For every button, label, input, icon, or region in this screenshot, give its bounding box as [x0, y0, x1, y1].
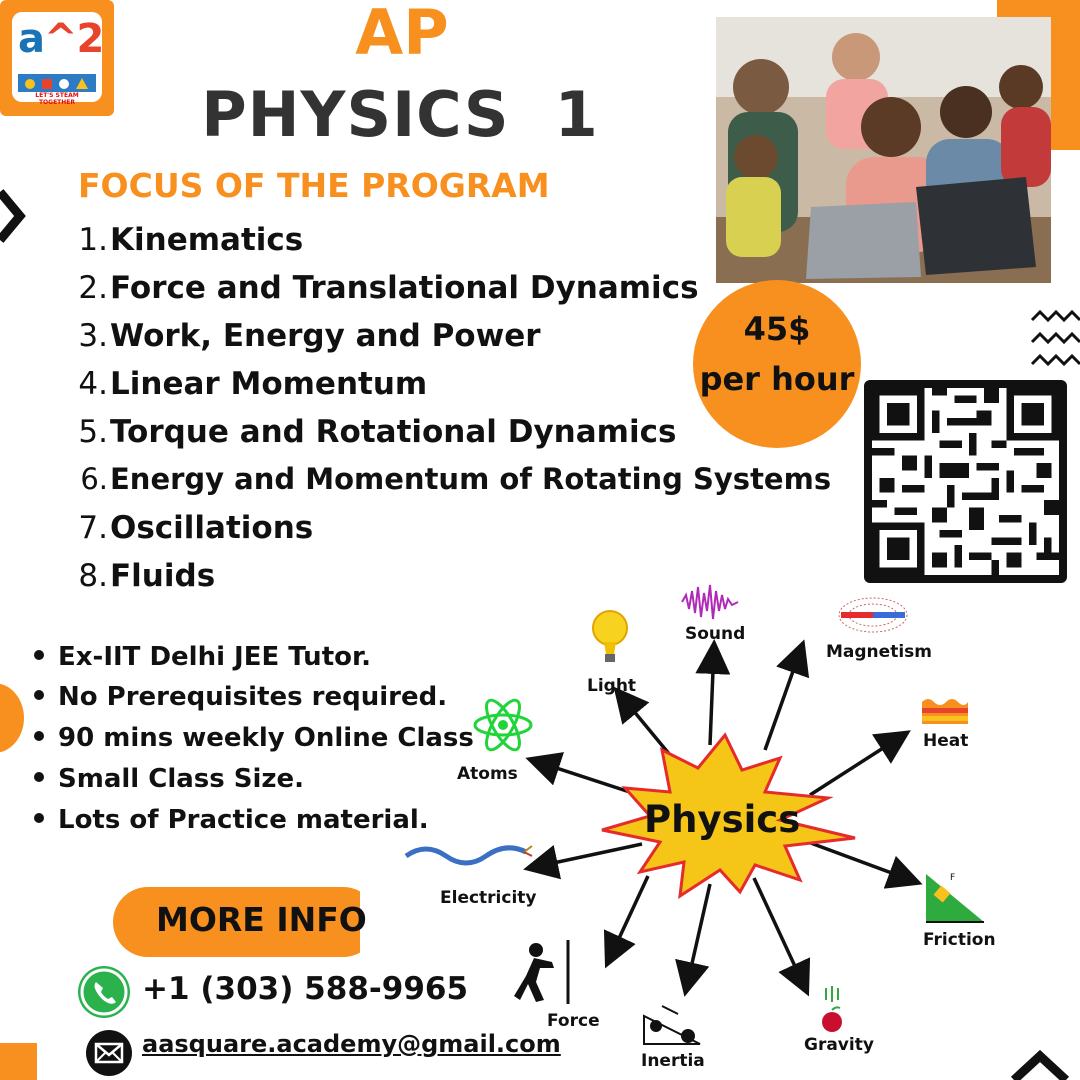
topic-number: 8. [78, 558, 108, 594]
node-atoms: Atoms [457, 764, 518, 784]
logo-tagline: LET'S STEAM TOGETHER [35, 92, 79, 106]
feature-text: Ex-IIT Delhi JEE Tutor. [58, 642, 371, 672]
wire-icon [404, 842, 534, 872]
bulb-icon [590, 608, 630, 668]
logo-icon [0, 0, 114, 116]
topic-number: 2. [78, 270, 108, 306]
topic-number: 7. [78, 510, 108, 546]
topic-label: Energy and Momentum of Rotating Systems [110, 462, 832, 496]
price-badge [693, 280, 861, 448]
feature-text: Small Class Size. [58, 764, 305, 794]
feature-item [34, 764, 304, 794]
rolling-ball-icon [642, 1000, 702, 1046]
topic-number: 1. [78, 222, 108, 258]
phone-icon[interactable] [78, 966, 130, 1018]
logo-main: a [18, 16, 44, 62]
chevron-right-icon [0, 188, 26, 244]
magnet-icon [835, 594, 911, 636]
topic-item [70, 414, 676, 450]
more-info-label[interactable]: MORE INFO [156, 900, 367, 939]
topic-label: Linear Momentum [110, 366, 428, 402]
topic-item [70, 366, 427, 402]
node-gravity: Gravity [804, 1035, 874, 1055]
title-line-2: PHYSICS 1 [201, 78, 599, 151]
incline-icon [924, 868, 986, 924]
title-line-1: AP [355, 0, 449, 69]
feature-item [34, 805, 429, 835]
diagram-center-label: Physics [644, 798, 801, 841]
apple-icon [818, 986, 846, 1034]
soundwave-icon [680, 583, 740, 621]
topic-item [70, 270, 699, 306]
price-amount: 45$ [743, 310, 811, 348]
topic-label: Force and Translational Dynamics [110, 270, 699, 306]
bullet-dot [34, 690, 44, 700]
topic-label: Work, Energy and Power [110, 318, 541, 354]
topic-label: Fluids [110, 558, 216, 594]
node-sound: Sound [685, 624, 746, 644]
corner-decoration-bottom-left [0, 1043, 37, 1080]
logo-superscript: ^2 [44, 16, 104, 62]
zigzag-icon [1030, 306, 1080, 370]
bullet-dot [34, 650, 44, 660]
side-decoration-circle [0, 683, 24, 753]
push-figure-icon [514, 940, 574, 1004]
bullet-dot [34, 813, 44, 823]
topic-item [70, 222, 303, 258]
node-electricity: Electricity [440, 888, 537, 908]
node-magnetism: Magnetism [826, 642, 932, 662]
topic-number: 5. [78, 414, 108, 450]
topic-item [70, 558, 215, 594]
students-photo [716, 17, 1051, 283]
topic-item [70, 462, 831, 496]
feature-item [34, 642, 371, 672]
topic-number: 4. [78, 366, 108, 402]
bullet-dot [34, 731, 44, 741]
node-inertia: Inertia [641, 1051, 705, 1071]
node-force: Force [547, 1011, 600, 1031]
node-light: Light [587, 676, 637, 696]
node-heat: Heat [923, 731, 969, 751]
qr-code[interactable] [864, 380, 1067, 583]
mail-icon[interactable] [86, 1030, 132, 1076]
topic-label: Torque and Rotational Dynamics [110, 414, 677, 450]
atom-icon [470, 692, 536, 758]
feature-text: No Prerequisites required. [58, 682, 448, 712]
focus-heading: FOCUS OF THE PROGRAM [78, 166, 550, 205]
topic-label: Kinematics [110, 222, 304, 258]
physics-diagram [380, 580, 1080, 1080]
feature-text: Lots of Practice material. [58, 805, 429, 835]
price-unit: per hour [699, 360, 855, 398]
phone-number[interactable]: +1 (303) 588-9965 [142, 971, 469, 1007]
bullet-dot [34, 772, 44, 782]
email-link[interactable]: aasquare.academy@gmail.com [142, 1030, 561, 1058]
topic-item [70, 318, 541, 354]
feature-text: 90 mins weekly Online Class [58, 723, 474, 753]
logo-band [18, 74, 96, 92]
topic-item [70, 510, 313, 546]
heat-icon [920, 694, 970, 724]
svg-text:F: F [950, 873, 956, 883]
topic-label: Oscillations [110, 510, 314, 546]
node-friction: Friction [923, 930, 996, 950]
topic-number: 3. [78, 318, 108, 354]
topic-number: 6. [80, 462, 108, 496]
